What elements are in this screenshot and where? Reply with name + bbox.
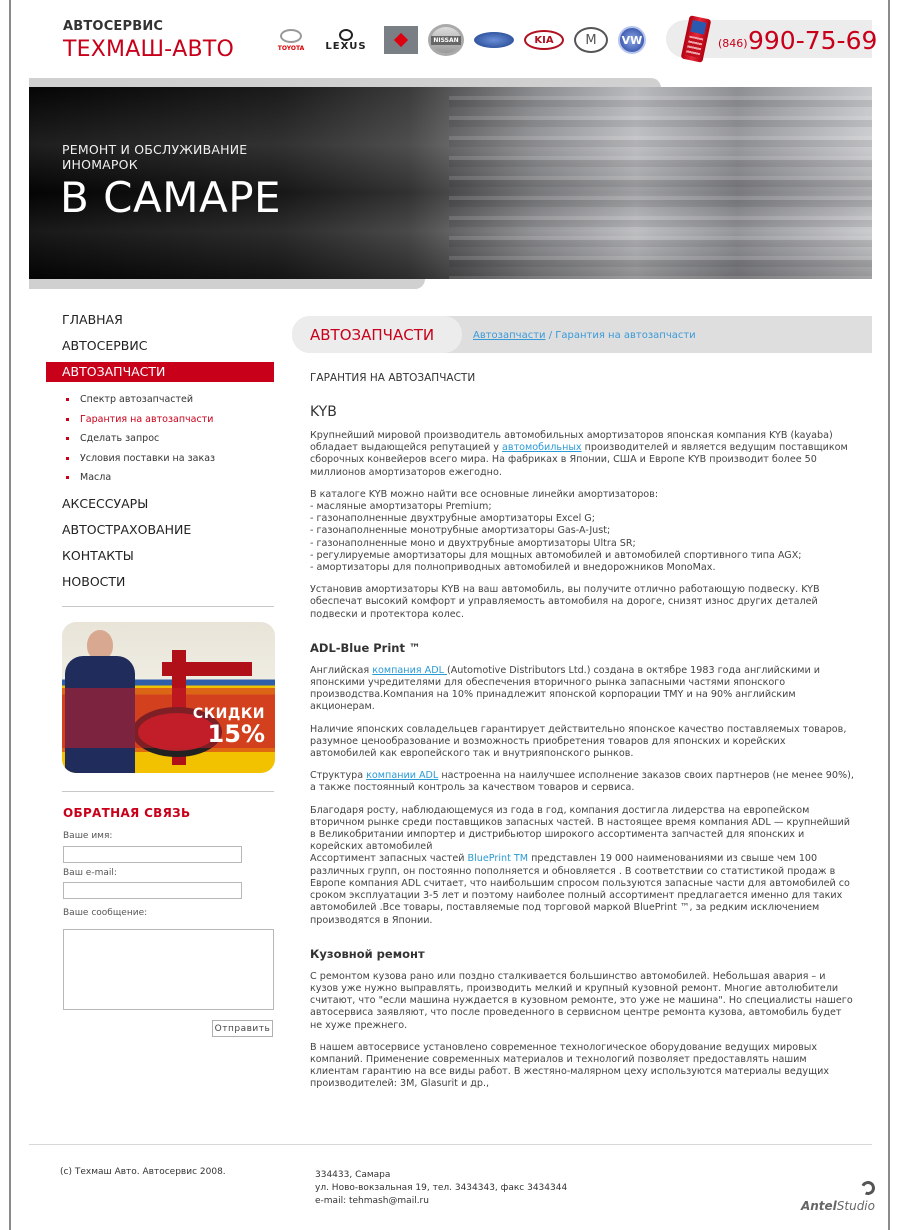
discount-promo-banner[interactable] <box>62 622 275 773</box>
banner-subtitle: РЕМОНТ И ОБСЛУЖИВАНИЕ ИНОМАРОК <box>62 142 248 172</box>
volkswagen-logo-icon: VW <box>618 26 646 54</box>
tire-machine-arm-image <box>162 662 252 676</box>
banner-bottom-tab <box>29 279 425 289</box>
nav-item-autoservice[interactable]: АВТОСЕРВИС <box>62 338 148 353</box>
sidebar-divider <box>62 606 274 607</box>
name-field[interactable] <box>63 846 242 863</box>
toyota-logo-icon: TOYOTA <box>274 25 308 55</box>
main-nav <box>46 310 274 598</box>
breadcrumb-link-autoparts[interactable]: Автозапчасти <box>473 330 546 341</box>
promo-label: СКИДКИ <box>192 706 265 722</box>
adl-paragraph-3: Структура компании ADL настроенна на наилучшее исполнение заказов своих партнеров (не менее 90%), а также постоянный контроль за качеством товаров и сервиса. <box>310 770 854 794</box>
lexus-logo-icon: LEXUS <box>318 25 374 55</box>
blueprint-link[interactable]: BluePrint TM <box>467 853 529 865</box>
name-label: Ваше имя: <box>63 831 113 841</box>
page-title: ГАРАНТИЯ НА АВТОЗАПЧАСТИ <box>310 372 476 384</box>
developer-logo[interactable]: AntelStudio <box>780 1180 875 1213</box>
kyb-paragraph-1: Крупнейший мировой производитель автомобильных амортизаторов японская компания KYB (kayaba) обладает выдающейся репутацией у автомобильных производителей и является ведущим поставщиком сборочных конвейеров всего мира. На фабриках в Японии, США и Европе KYB производит более 50 миллионов амортизаторов ежегодно. <box>310 430 848 478</box>
kia-logo-icon: KIA <box>524 30 564 50</box>
main-content <box>310 370 855 1091</box>
subnav-item-make-request[interactable]: Сделать запрос <box>46 429 274 449</box>
email-label: Ваш e-mail: <box>63 868 117 878</box>
breadcrumb-current: Гарантия на автозапчасти <box>555 330 696 341</box>
mitsubishi-logo-icon <box>384 26 418 54</box>
adl-heading: ADL-Blue Print ™ <box>310 640 421 655</box>
brand-subtitle: АВТОСЕРВИС <box>63 19 164 34</box>
sidebar-divider <box>62 791 274 792</box>
hero-banner <box>29 87 872 279</box>
phone-number: 990-75-69 <box>748 26 878 55</box>
page-frame-right <box>888 0 890 1230</box>
nav-item-contacts[interactable]: КОНТАКТЫ <box>62 547 134 563</box>
nav-item-insurance[interactable]: АВТОСТРАХОВАНИЕ <box>62 521 192 537</box>
feedback-title: ОБРАТНАЯ СВЯЗЬ <box>63 806 191 820</box>
adl-structure-link[interactable]: компании ADL <box>366 770 439 782</box>
adl-paragraph-1: Английская компания ADL (Automotive Distributors Ltd.) создана в октябре 1983 года английскими и японскими учредителями для обеспечения вторичного рынка запасными частями японского производства.Компания на 10% принадлежит японской корпорации TMY и на 90% английским акционерам. <box>310 664 820 713</box>
footer-address: 334433, Самара ул. Ново-вокзальная 19, тел. 3434343, факс 3434344 e-mail: tehmash@mail.ru <box>315 1170 568 1206</box>
message-field[interactable] <box>63 929 274 1010</box>
footer-divider <box>29 1144 872 1145</box>
kyb-product-list: В каталоге KYB можно найти все основные линейки амортизаторов: - масляные амортизаторы Premium; - газонаполненные двухтрубные амортизаторы Excel G; - газонаполненные монотрубные амортизаторы Gas-A-Just; - газонаполненные моно и двухтрубные амортизаторы Ultra SR; - регулируемые амортизаторы для мощных автомобилей и автомобилей спортивного типа AGX; - амортизаторы для полноприводных автомобилей и внедорожников MonoMax. <box>310 488 802 574</box>
body-repair-paragraph-1: С ремонтом кузова рано или поздно сталкивается большинство автомобилей. Небольшая авария – и кузов уже нужно выправлять, производить мелкий и крупный кузовной ремонт. Многие автолюбители считают, что "если машина нуждается в кузовном ремонте, это уже не машина". Но специалисты нашего автосервиса заявляют, что после проведенного в сервисном центре ремонта кузова, автомобиль будет не хуже прежнего. <box>310 970 853 1031</box>
subnav-item-parts-range[interactable]: Спектр автозапчастей <box>46 390 274 410</box>
adl-paragraph-2: Наличие японских совладельцев гарантирует действительно японское качество поставляемых товаров, разумное ценообразование и возможность приобретения товаров для японских и корейских автомобилей как европейского так и внутрияпонского рынков. <box>310 723 847 760</box>
breadcrumb <box>473 330 696 341</box>
email-field[interactable] <box>63 882 242 899</box>
submit-button[interactable]: Отправить <box>212 1020 273 1037</box>
section-title: АВТОЗАПЧАСТИ <box>310 326 435 344</box>
promo-percent: 15% <box>207 720 265 748</box>
autoparts-subnav <box>46 390 274 488</box>
motion-blur-car-image <box>449 87 872 279</box>
subnav-item-delivery-terms[interactable]: Условия поставки на заказ <box>46 449 274 469</box>
message-label: Ваше сообщение: <box>63 908 148 918</box>
subnav-item-parts-warranty[interactable]: Гарантия на автозапчасти <box>46 410 274 430</box>
adl-company-link[interactable]: компания ADL <box>372 664 447 676</box>
kyb-paragraph-3: Установив амортизаторы KYB на ваш автомобиль, вы получите отлично работающую подвеску. KYB обеспечат высокий комфорт и управляемость автомобиля на дороге, снизят износ других деталей подвески и протектора колес. <box>310 584 820 620</box>
antel-studio-logo-icon <box>859 1179 877 1197</box>
lada-logo-icon <box>474 32 514 48</box>
subnav-item-oils[interactable]: Масла <box>46 468 274 488</box>
page-frame-left <box>9 0 11 1230</box>
nav-item-autoparts[interactable]: АВТОЗАПЧАСТИ <box>46 362 274 382</box>
nissan-logo-icon: NISSAN <box>428 24 464 56</box>
nav-item-accessories[interactable]: АКСЕССУАРЫ <box>62 495 149 511</box>
body-repair-heading: Кузовной ремонт <box>310 946 425 961</box>
nav-item-news[interactable]: НОВОСТИ <box>62 573 126 589</box>
body-repair-paragraph-2: В нашем автосервисе установлено современное технологическое оборудование ведущих мировых компаний. Применение современных материалов и технологий позволяет предоставлять нашим клиентам гарантию на все виды работ. В жестяно-малярном цеху используются материалы ведущих производителей: 3M, Glasurit и др., <box>310 1041 830 1090</box>
nav-item-home[interactable]: ГЛАВНАЯ <box>62 312 123 327</box>
copyright: (с) Техмаш Авто. Автосервис 2008. <box>60 1167 226 1177</box>
phone-area-code: (846) <box>718 37 748 50</box>
site-logo[interactable] <box>63 19 234 62</box>
breadcrumb-separator: / <box>545 330 556 341</box>
banner-title: В САМАРЕ <box>60 173 282 222</box>
automotive-link[interactable]: автомобильных <box>502 442 582 454</box>
car-brand-logos <box>274 24 646 56</box>
brand-title: ТЕХМАШ-АВТО <box>63 37 235 62</box>
mazda-logo-icon: M <box>574 27 608 53</box>
adl-paragraph-4: Благодаря росту, наблюдающемуся из года в год, компания достигла лидерства на европейском вторичном рынке среди поставщиков запасных частей. В настоящее время компания ADL — крупнейший в Великобритании импортер и дистрибьютор широкого ассортимента запчастей для японских и корейских автомобилей Ассортимент запасных частей BluePrint TM представлен 19 000 наименованиями из свыше чем 100 различных групп, он постоянно пополняется и обновляется . В соответствии со статистикой продаж в Европе компания ADL считает, что наибольшим спросом пользуются запасные части для автомобилей со сроком эксплуатации 3-5 лет и поэтому наиболее полный ассортимент предлагается именно для таких автомобилей .Все товары, поставляемые под торговой маркой BluePrint ™, за редким исключением производятся в Японии. <box>310 804 850 926</box>
kyb-heading: KYB <box>310 404 337 420</box>
